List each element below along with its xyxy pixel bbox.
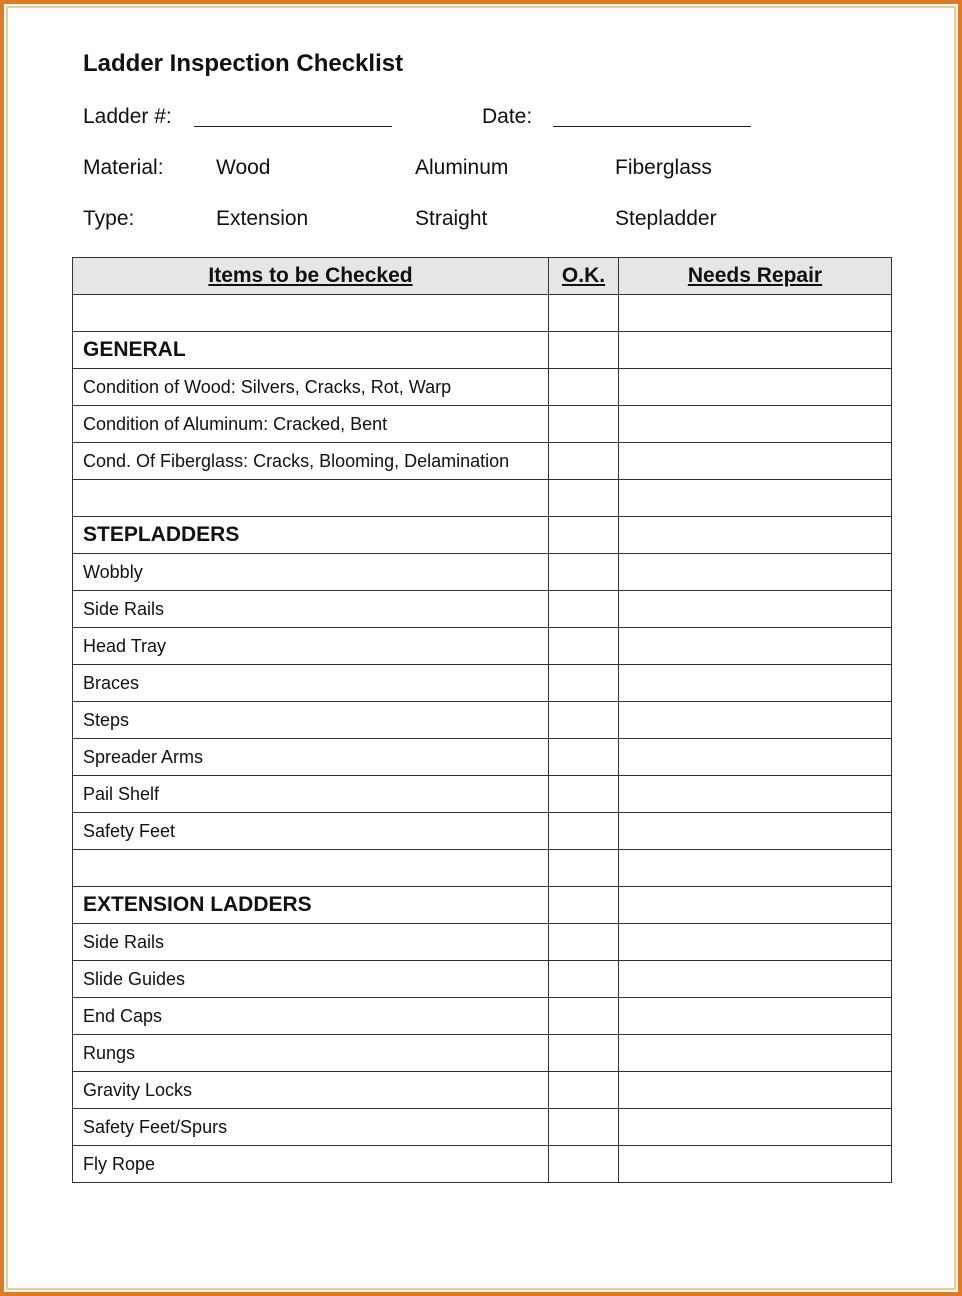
ok-cell[interactable] [549,887,619,924]
needs-repair-cell[interactable] [619,850,892,887]
table-row [73,554,892,591]
item-label [73,295,549,332]
ok-cell[interactable] [549,554,619,591]
ok-cell[interactable] [549,369,619,406]
table-row [73,591,892,628]
table-row [73,628,892,665]
ok-cell[interactable] [549,295,619,332]
section-row [73,517,892,554]
ok-cell[interactable] [549,332,619,369]
item-label: End Caps [73,998,549,1035]
needs-repair-cell[interactable] [619,591,892,628]
needs-repair-cell[interactable] [619,332,892,369]
item-label: Side Rails [73,924,549,961]
item-label: Condition of Aluminum: Cracked, Bent [73,406,549,443]
item-label: Safety Feet/Spurs [73,1109,549,1146]
needs-repair-cell[interactable] [619,813,892,850]
needs-repair-cell[interactable] [619,998,892,1035]
page-title: Ladder Inspection Checklist [83,50,404,77]
table-row [73,998,892,1035]
ok-cell[interactable] [549,665,619,702]
table-row [73,850,892,887]
section-heading: EXTENSION LADDERS [73,887,549,924]
table-row [73,665,892,702]
table-row [73,369,892,406]
type-option-stepladder[interactable]: Stepladder [615,207,717,230]
item-label: Side Rails [73,591,549,628]
item-label [73,480,549,517]
item-label: Condition of Wood: Silvers, Cracks, Rot, Warp [73,369,549,406]
material-option-wood[interactable]: Wood [216,156,271,179]
table-row [73,702,892,739]
header-ok: O.K. [549,258,619,295]
needs-repair-cell[interactable] [619,702,892,739]
ok-cell[interactable] [549,1109,619,1146]
material-label: Material: [83,156,164,179]
ok-cell[interactable] [549,813,619,850]
needs-repair-cell[interactable] [619,517,892,554]
needs-repair-cell[interactable] [619,480,892,517]
item-label: Fly Rope [73,1146,549,1183]
item-label: Slide Guides [73,961,549,998]
needs-repair-cell[interactable] [619,887,892,924]
needs-repair-cell[interactable] [619,665,892,702]
section-row [73,887,892,924]
needs-repair-cell[interactable] [619,739,892,776]
ok-cell[interactable] [549,443,619,480]
ok-cell[interactable] [549,850,619,887]
needs-repair-cell[interactable] [619,961,892,998]
table-row [73,1146,892,1183]
section-heading: GENERAL [73,332,549,369]
table-row [73,739,892,776]
checklist-table [72,257,892,1183]
date-field[interactable] [553,126,751,127]
item-label: Spreader Arms [73,739,549,776]
section-row [73,332,892,369]
table-row [73,1035,892,1072]
table-row [73,406,892,443]
type-option-straight[interactable]: Straight [415,207,488,230]
ok-cell[interactable] [549,1035,619,1072]
ladder-number-label: Ladder #: [83,105,172,128]
ok-cell[interactable] [549,739,619,776]
item-label: Head Tray [73,628,549,665]
needs-repair-cell[interactable] [619,369,892,406]
table-row [73,776,892,813]
ok-cell[interactable] [549,591,619,628]
header-needs-repair: Needs Repair [619,258,892,295]
needs-repair-cell[interactable] [619,776,892,813]
needs-repair-cell[interactable] [619,1146,892,1183]
item-label: Cond. Of Fiberglass: Cracks, Blooming, Delamination [73,443,549,480]
ok-cell[interactable] [549,406,619,443]
table-row [73,1109,892,1146]
item-label [73,850,549,887]
ok-cell[interactable] [549,924,619,961]
item-label: Rungs [73,1035,549,1072]
item-label: Wobbly [73,554,549,591]
table-header-row [73,258,892,295]
needs-repair-cell[interactable] [619,443,892,480]
ok-cell[interactable] [549,1072,619,1109]
table-row [73,443,892,480]
type-label: Type: [83,207,135,230]
header-items: Items to be Checked [73,258,549,295]
needs-repair-cell[interactable] [619,1035,892,1072]
date-label: Date: [482,105,533,128]
item-label: Gravity Locks [73,1072,549,1109]
needs-repair-cell[interactable] [619,406,892,443]
section-heading: STEPLADDERS [73,517,549,554]
ok-cell[interactable] [549,517,619,554]
item-label: Braces [73,665,549,702]
item-label: Safety Feet [73,813,549,850]
ok-cell[interactable] [549,998,619,1035]
table-row [73,961,892,998]
table-row [73,1072,892,1109]
needs-repair-cell[interactable] [619,1072,892,1109]
table-row [73,813,892,850]
ok-cell[interactable] [549,480,619,517]
table-row [73,480,892,517]
ok-cell[interactable] [549,1146,619,1183]
needs-repair-cell[interactable] [619,924,892,961]
table-row [73,924,892,961]
needs-repair-cell[interactable] [619,295,892,332]
needs-repair-cell[interactable] [619,1109,892,1146]
needs-repair-cell[interactable] [619,554,892,591]
item-label: Pail Shelf [73,776,549,813]
item-label: Steps [73,702,549,739]
type-option-extension[interactable]: Extension [216,207,309,230]
ok-cell[interactable] [549,628,619,665]
material-option-fiberglass[interactable]: Fiberglass [615,156,712,179]
ok-cell[interactable] [549,702,619,739]
checklist-body [73,295,892,1183]
ladder-number-field[interactable] [194,126,392,127]
ok-cell[interactable] [549,776,619,813]
table-row [73,295,892,332]
ok-cell[interactable] [549,961,619,998]
needs-repair-cell[interactable] [619,628,892,665]
material-option-aluminum[interactable]: Aluminum [415,156,509,179]
